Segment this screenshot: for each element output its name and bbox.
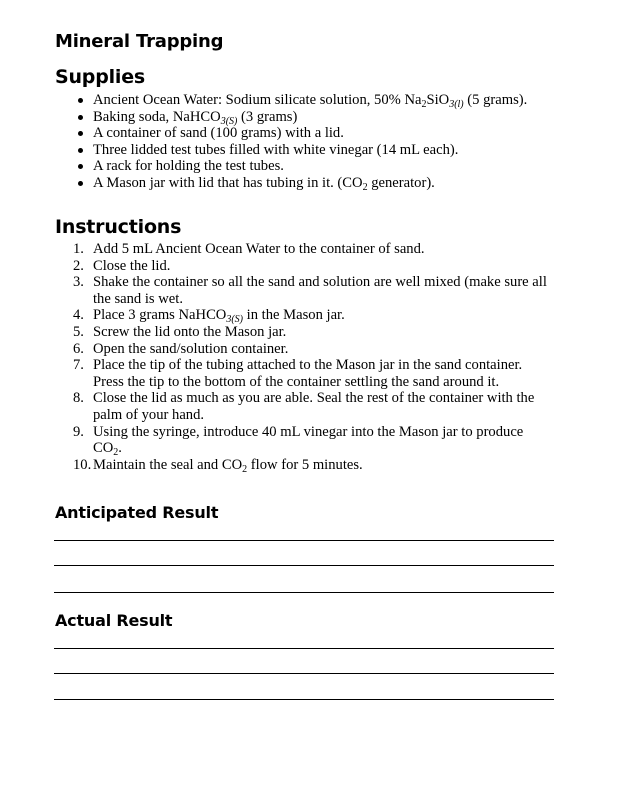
instruction-step: 9. Using the syringe, introduce 40 mL vinegar into the Mason jar to produce $CO_2$. bbox=[73, 423, 524, 459]
anticipated-answer-line bbox=[54, 540, 554, 541]
instruction-step: 10. Maintain the seal and $CO_2$ flow for 5 minutes. bbox=[73, 456, 363, 475]
instructions-list bbox=[73, 241, 555, 475]
actual-answer-line bbox=[54, 648, 554, 649]
page-title: Mineral Trapping bbox=[55, 31, 224, 52]
instruction-step: 1. Add 5 mL Ancient Ocean Water to the container of sand. bbox=[73, 241, 425, 257]
supplies-heading: Supplies bbox=[55, 66, 146, 88]
anticipated-answer-line bbox=[54, 592, 554, 593]
supplies-list bbox=[93, 92, 593, 192]
bullet-icon bbox=[78, 181, 83, 186]
instruction-step: 4. Place 3 grams NaHCO$_{3(S)}$ in the Mason jar. bbox=[73, 307, 345, 326]
instruction-step: 5. Screw the lid onto the Mason jar. bbox=[73, 323, 287, 340]
supply-item: A Mason jar with lid that has tubing in it. ($CO_2$ generator). bbox=[93, 175, 593, 192]
bullet-icon bbox=[78, 164, 83, 169]
actual-answer-line bbox=[54, 699, 554, 700]
supply-item: Three lidded test tubes filled with white vinegar (14 mL each). bbox=[93, 142, 593, 159]
bullet-icon bbox=[78, 131, 83, 136]
anticipated-answer-line bbox=[54, 565, 554, 566]
instruction-step: 3. Shake the container so all the sand and solution are well mixed (make sure all the sand is wet. bbox=[73, 274, 547, 307]
instruction-step: 2. Close the lid. bbox=[73, 257, 171, 274]
actual-result-heading: Actual Result bbox=[55, 611, 173, 630]
bullet-icon bbox=[78, 98, 83, 103]
bullet-icon bbox=[78, 148, 83, 153]
bullet-icon bbox=[78, 115, 83, 120]
supply-item: Baking soda, NaHCO$_{3(S)}$ (3 grams) bbox=[93, 109, 593, 126]
supply-item: Ancient Ocean Water: Sodium silicate solution, 50% $Na_2SiO_{3(l)}$ (5 grams). bbox=[93, 92, 593, 109]
actual-answer-line bbox=[54, 673, 554, 674]
instruction-step: 6. Open the sand/solution container. bbox=[73, 340, 289, 357]
supply-item: A rack for holding the test tubes. bbox=[93, 158, 593, 175]
instruction-step: 8. Close the lid as much as you are able. Seal the rest of the container with the palm of your hand. bbox=[73, 390, 535, 423]
anticipated-result-heading: Anticipated Result bbox=[55, 503, 219, 522]
instructions-heading: Instructions bbox=[55, 216, 182, 238]
instruction-step: 7. Place the tip of the tubing attached to the Mason jar in the sand container. Press the tip to the bottom of the container settling the sand around it. bbox=[73, 357, 523, 390]
supply-item: A container of sand (100 grams) with a lid. bbox=[93, 125, 593, 142]
